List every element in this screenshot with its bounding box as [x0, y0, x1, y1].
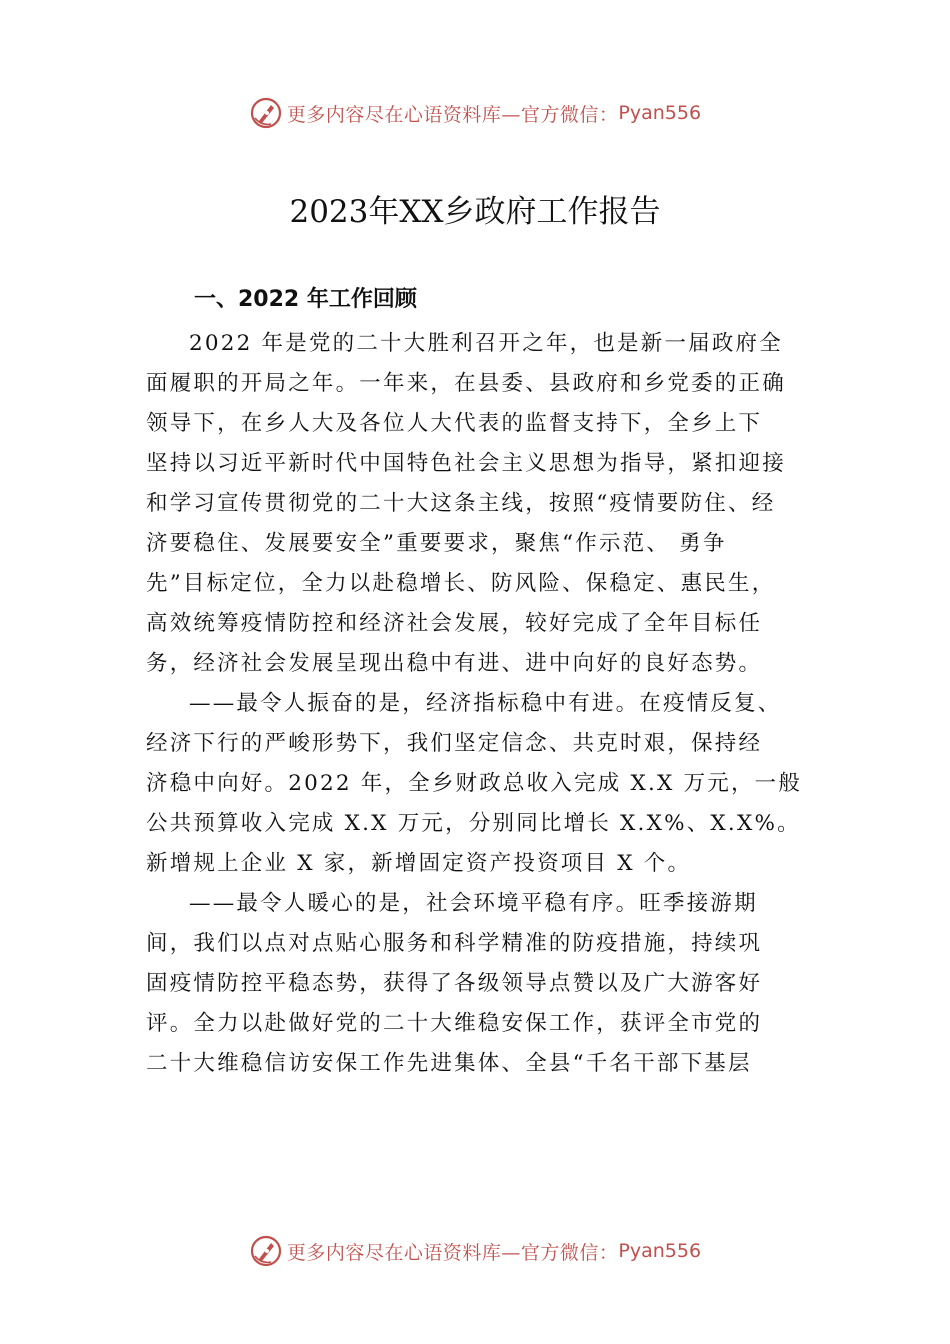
document-title: 2023年XX乡政府工作报告 — [289, 194, 661, 230]
text-line: 面履职的开局之年。一年来，在县委、县政府和乡党委的正确 — [146, 371, 786, 396]
text-line: ——最令人振奋的是，经济指标稳中有进。在疫情反复、 — [189, 691, 782, 716]
text-line: 务，经济社会发展呈现出稳中有进、进中向好的良好态势。 — [146, 651, 763, 676]
text-line: 济要稳住、发展要安全”重要要求，聚焦“作示范、 勇争 — [146, 531, 727, 556]
text-line: ——最令人暖心的是，社会环境平稳有序。旺季接游期 — [189, 891, 758, 916]
text-line: 先”目标定位，全力以赴稳增长、防风险、保稳定、惠民生， — [146, 571, 776, 596]
watermark-text: 更多内容尽在心语资料库—官方微信： — [286, 103, 619, 126]
pen-nib-logo-icon — [249, 1234, 283, 1268]
text-line: 领导下，在乡人大及各位人大代表的监督支持下，全乡上下 — [146, 411, 763, 436]
paragraph-overview — [146, 324, 820, 684]
paragraph-economy — [146, 684, 820, 884]
footer-watermark — [0, 1234, 950, 1268]
text-line: 高效统筹疫情防控和经济社会发展，较好完成了全年目标任 — [146, 611, 763, 636]
text-line: 公共预算收入完成 X.X 万元，分别同比增长 X.X%、X.X%。 — [146, 811, 801, 836]
text-line: 坚持以习近平新时代中国特色社会主义思想为指导，紧扣迎接 — [146, 451, 786, 476]
paragraph-society — [146, 884, 820, 1084]
text-line: 济稳中向好。2022 年，全乡财政总收入完成 X.X 万元，一般 — [146, 771, 803, 796]
text-line: 新增规上企业 X 家，新增固定资产投资项目 X 个。 — [146, 851, 692, 876]
text-line: 经济下行的严峻形势下，我们坚定信念、共克时艰，保持经 — [146, 731, 763, 756]
text-line: 间，我们以点对点贴心服务和科学精准的防疫措施，持续巩 — [146, 931, 763, 956]
watermark-account: Pyan556 — [618, 102, 702, 124]
text-line: 二十大维稳信访安保工作先进集体、全县“千名干部下基层 — [146, 1051, 752, 1076]
text-line: 和学习宣传贯彻党的二十大这条主线，按照“疫情要防住、经 — [146, 491, 776, 516]
header-watermark — [0, 96, 950, 130]
pen-nib-logo-icon — [249, 96, 283, 130]
text-line: 评。全力以赴做好党的二十大维稳安保工作，获评全市党的 — [146, 1011, 763, 1036]
document-body — [146, 282, 820, 1084]
text-line: 2022 年是党的二十大胜利召开之年，也是新一届政府全 — [189, 331, 783, 356]
text-line: 固疫情防控平稳态势，获得了各级领导点赞以及广大游客好 — [146, 971, 763, 996]
section-heading: 一、2022 年工作回顾 — [194, 287, 417, 312]
watermark-text: 更多内容尽在心语资料库—官方微信： — [286, 1241, 619, 1264]
watermark-account: Pyan556 — [618, 1240, 702, 1262]
